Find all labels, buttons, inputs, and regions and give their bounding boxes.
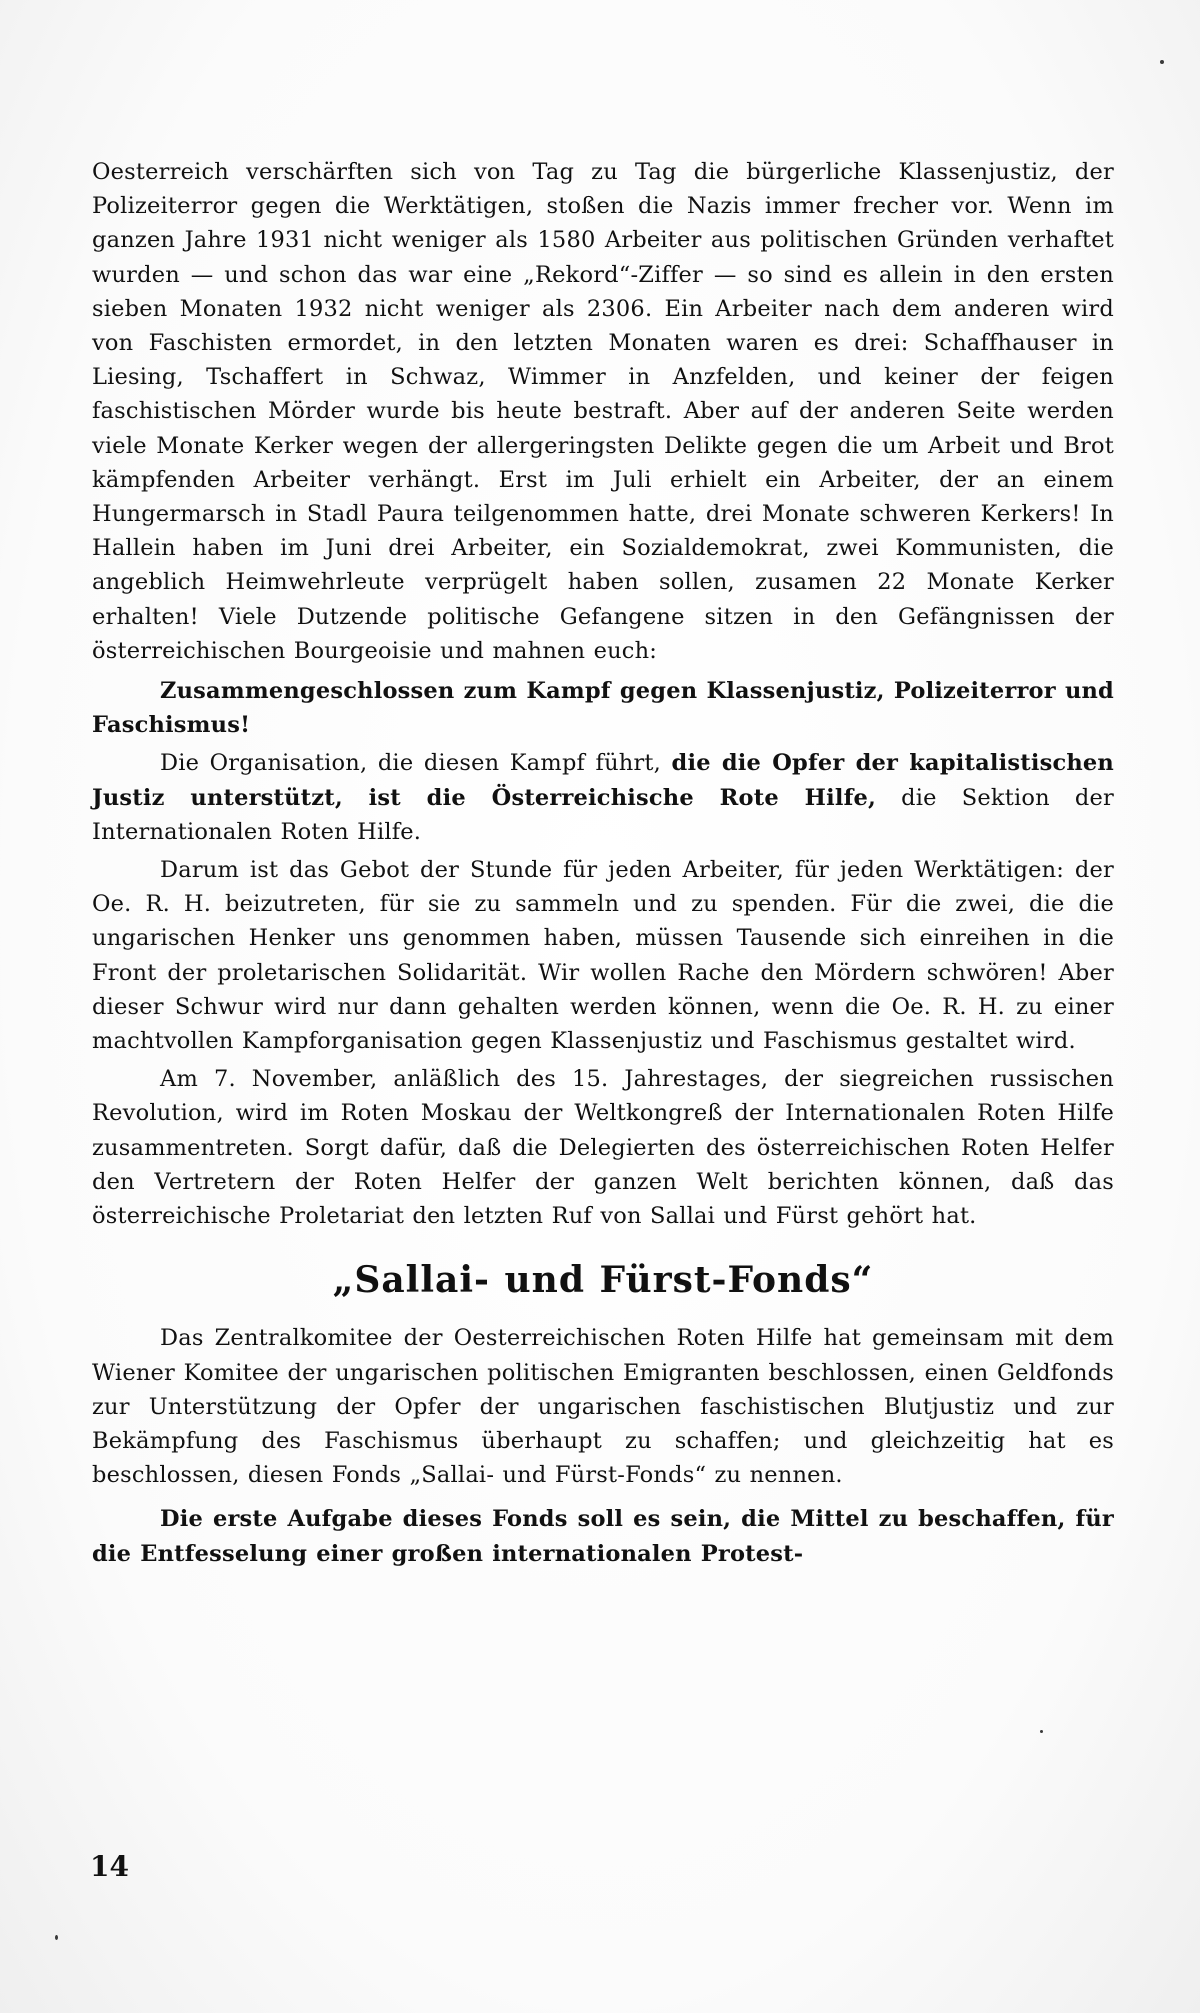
organisation-text-bold: die die Opfer der kapitalistischen Justiz unterstützt, ist die Österreichische Rote Hilfe, bbox=[92, 750, 1114, 811]
paragraph-organisation bbox=[92, 746, 1114, 849]
paragraph-november: Am 7. November, anläßlich des 15. Jahrestages, der siegreichen russischen Revolution, wird im Roten Moskau der Weltkongreß der Internationalen Roten Hilfe zusammentreten. Sorgt dafür, daß die Delegierten des österreichischen Roten Helfer den Vertretern der Roten Helfer der ganzen Welt berichten können, daß das österreichische Proletariat den letzten Ruf von Sallai und Fürst gehört hat. bbox=[92, 1066, 1114, 1230]
paragraph-intro: Oesterreich verschärften sich von Tag zu Tag die bürgerliche Klassenjustiz, der Polizeiterror gegen die Werktätigen, stoßen die Nazis immer frecher vor. Wenn im ganzen Jahre 1931 nicht weniger als 1580 Arbeiter aus politischen Gründen verhaftet wurden — und schon das war eine „Rekord“-Ziffer — so sind es allein in den ersten sieben Monaten 1932 nicht weniger als 2306. Ein Arbeiter nach dem anderen wird von Faschisten ermordet, in den letzten Monaten waren es drei: Schaffhauser in Liesing, Tschaffert in Schwaz, Wimmer in Anzfelden, und keiner der feigen faschistischen Mörder wurde bis heute bestraft. Aber auf der anderen Seite werden viele Monate Kerker wegen der allergeringsten Delikte gegen die um Arbeit und Brot kämpfenden Arbeiter verhängt. Erst im Juli erhielt ein Arbeiter, der an einem Hungermarsch in Stadl Paura teilgenommen hatte, drei Monate schweren Kerkers! In Hallein haben im Juni drei Arbeiter, ein Sozialdemokrat, zwei Kommunisten, die angeblich Heimwehrleute verprügelt haben sollen, zusamen 22 Monate Kerker erhalten! Viele Dutzende politische Gefangene sitzen in den Gefängnissen der österreichischen Bourgeoisie und mahnen euch: bbox=[92, 159, 1114, 664]
organisation-text-end: die Sektion der Internationalen Roten Hilfe. bbox=[92, 784, 1114, 845]
paragraph-slogan: Zusammengeschlossen zum Kampf gegen Klassenjustiz, Polizeiterror und Faschismus! bbox=[92, 678, 1114, 739]
print-speck bbox=[1160, 60, 1164, 64]
paragraph-fonds: Das Zentralkomitee der Oesterreichischen Roten Hilfe hat gemeinsam mit dem Wiener Komitee der ungarischen politischen Emigranten beschlossen, einen Geldfonds zur Unterstützung der Opfer der ungarischen faschistischen Blutjustiz und zur Bekämpfung des Faschismus überhaupt zu schaffen; und gleichzeitig hat es beschlossen, diesen Fonds „Sallai- und Fürst-Fonds“ zu nennen. bbox=[92, 1325, 1114, 1489]
paragraph-first-task: Die erste Aufgabe dieses Fonds soll es sein, die Mittel zu beschaffen, für die Entfesselung einer großen internationalen Protest- bbox=[92, 1506, 1114, 1567]
print-speck bbox=[55, 1935, 58, 1940]
organisation-text-start: Die Organisation, die diesen Kampf führt, bbox=[160, 750, 672, 777]
page-body bbox=[92, 155, 1114, 1571]
print-speck bbox=[1040, 1730, 1043, 1733]
section-heading: „Sallai- und Fürst-Fonds“ bbox=[332, 1259, 874, 1302]
page-number: 14 bbox=[90, 1850, 129, 1883]
paragraph-call-to-join: Darum ist das Gebot der Stunde für jeden Arbeiter, für jeden Werktätigen: der Oe. R. H. beizutreten, für sie zu sammeln und zu spenden. Für die zwei, die die ungarischen Henker uns genommen haben, müssen Tausende sich einreihen in die Front der proletarischen Solidarität. Wir wollen Rache den Mördern schwören! Aber dieser Schwur wird nur dann gehalten werden können, wenn die Oe. R. H. zu einer machtvollen Kampforganisation gegen Klassenjustiz und Faschismus gestaltet wird. bbox=[92, 857, 1114, 1055]
